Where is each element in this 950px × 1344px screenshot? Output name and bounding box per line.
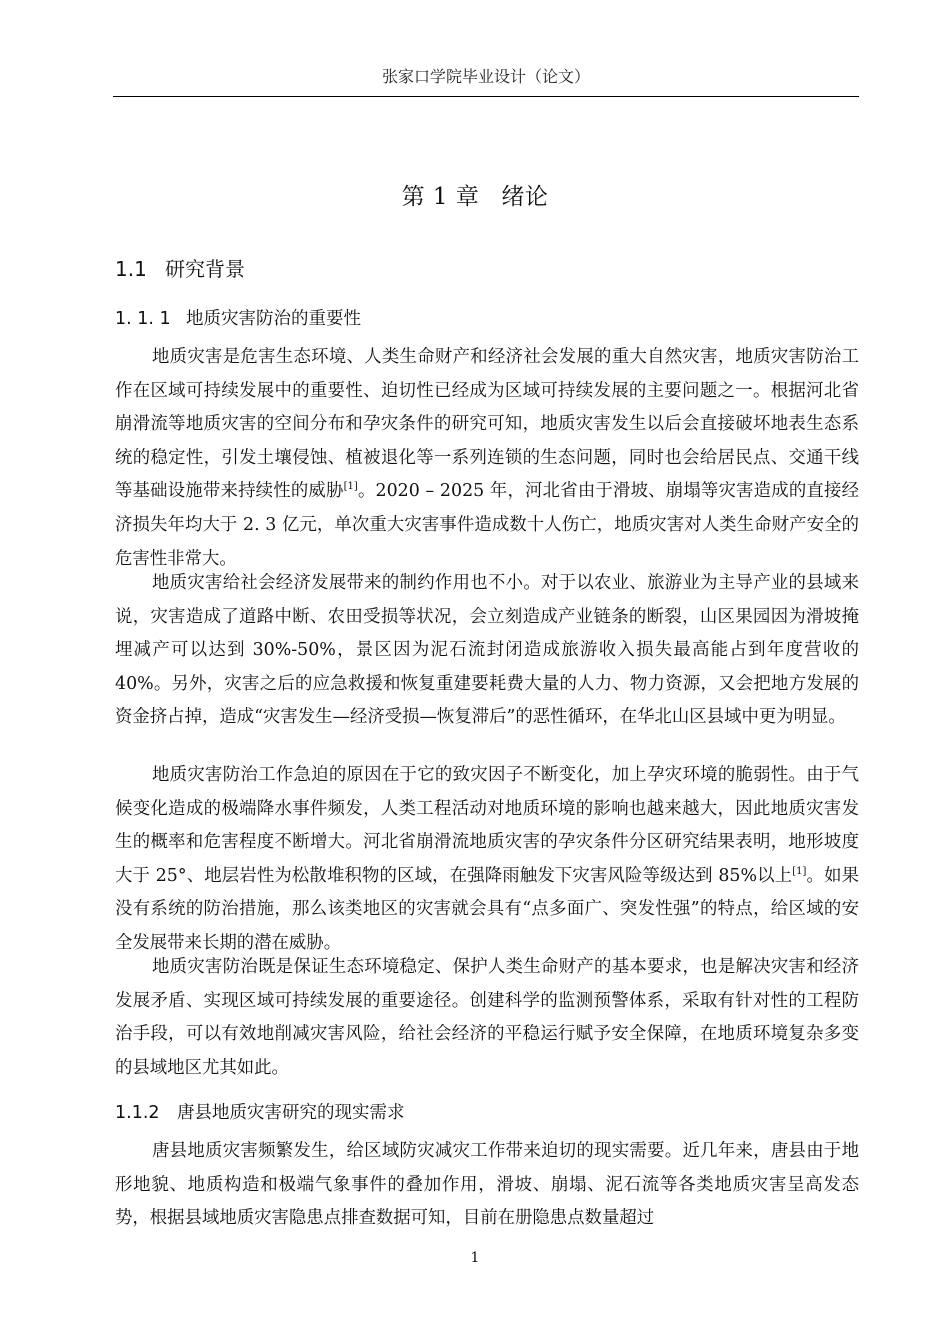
subsection-number: 1.1.2 — [115, 1103, 160, 1123]
page-header: 张家口学院毕业设计（论文） — [113, 64, 859, 97]
paragraph-text: 地质灾害防治既是保证生态环境稳定、保护人类生命财产的基本要求，也是解决灾害和经济发展矛盾、实现区域可持续发展的重要途径。创建科学的监测预警体系，采取有针对性的工程防治手段，可以有效地削减灾害风险，给社会经济的平稳运行赋予安全保障，在地质环境复杂多变的县域地区尤其如此。 — [115, 957, 859, 1078]
chapter-title: 绪论 — [501, 184, 549, 210]
paragraph-text: 地质灾害防治工作急迫的原因在于它的致灾因子不断变化，加上孕灾环境的脆弱性。由于气候变化造成的极端降水事件频发，人类工程活动对地质环境的影响也越来越大，因此地质灾害发生的概率和危害程度不断增大。河北省崩滑流地质灾害的孕灾条件分区研究结果表明，地形坡度大于 25°、地层岩性为松散堆积物的区域，在强降雨触发下灾害风险等级达到 85%以上 — [115, 765, 859, 886]
subsection-number: 1. 1. 1 — [115, 309, 171, 329]
paragraph-4 — [115, 951, 859, 1085]
subsection-title: 唐县地质灾害研究的现实需求 — [177, 1103, 405, 1123]
subsection-title: 地质灾害防治的重要性 — [186, 309, 361, 329]
chapter-number: 第 1 章 — [401, 184, 480, 210]
paragraph-text: 唐县地质灾害频繁发生，给区域防灾减灾工作带来迫切的现实需要。近几年来，唐县由于地形地貌、地质构造和极端气象事件的叠加作用，滑坡、崩塌、泥石流等各类地质灾害呈高发态势，根据县域地质灾害隐患点排查数据可知，目前在册隐患点数量超过 — [115, 1141, 859, 1229]
paragraph-5 — [115, 1135, 859, 1236]
paragraph-text: 地质灾害是危害生态环境、人类生命财产和经济社会发展的重大自然灾害，地质灾害防治工作在区域可持续发展中的重要性、迫切性已经成为区域可持续发展的主要问题之一。根据河北省崩滑流等地质灾害的空间分布和孕灾条件的研究可知，地质灾害发生以后会直接破坏地表生态系统的稳定性，引发土壤侵蚀、植被退化等一系列连锁的生态问题，同时也会给居民点、交通干线等基础设施带来持续性的威胁 — [115, 347, 859, 502]
paragraph-3 — [115, 759, 859, 961]
paragraph-2 — [115, 567, 859, 735]
section-title: 研究背景 — [165, 257, 245, 281]
paragraph-text: 。如果没有系统的防治措施，那么该类地区的灾害就会具有“点多面广、突发性强”的特点，给区域的安全发展带来长期的潜在威胁。 — [115, 865, 859, 953]
page-number: 1 — [470, 1250, 480, 1266]
section-heading — [115, 253, 245, 282]
paragraph-text: 。2020 – 2025 年，河北省由于滑坡、崩塌等灾害造成的直接经济损失年均大于 2. 3 亿元，单次重大灾害事件造成数十人伤亡，地质灾害对人类生命财产安全的危害性非常大。 — [115, 481, 859, 569]
subsection-heading-2 — [115, 1099, 405, 1124]
paragraph-1 — [115, 341, 859, 576]
citation: [1] — [792, 865, 807, 877]
paragraph-text: 地质灾害给社会经济发展带来的制约作用也不小。对于以农业、旅游业为主导产业的县域来说，灾害造成了道路中断、农田受损等状况，会立刻造成产业链条的断裂，山区果园因为滑坡掩埋减产可以达到 30%-50%，景区因为泥石流封闭造成旅游收入损失最高能占到年度营收的 40%。另外，灾害之后的应急救援和恢复重建要耗费大量的人力、物力资源，又会把地方发展的资金挤占掉，造成“灾害发生—经济受损—恢复滞后”的恶性循环，在华北山区县域中更为明显。 — [115, 573, 859, 728]
subsection-heading-1 — [115, 305, 361, 330]
section-number: 1.1 — [115, 257, 147, 281]
citation: [1] — [343, 481, 358, 493]
chapter-heading — [0, 178, 950, 211]
